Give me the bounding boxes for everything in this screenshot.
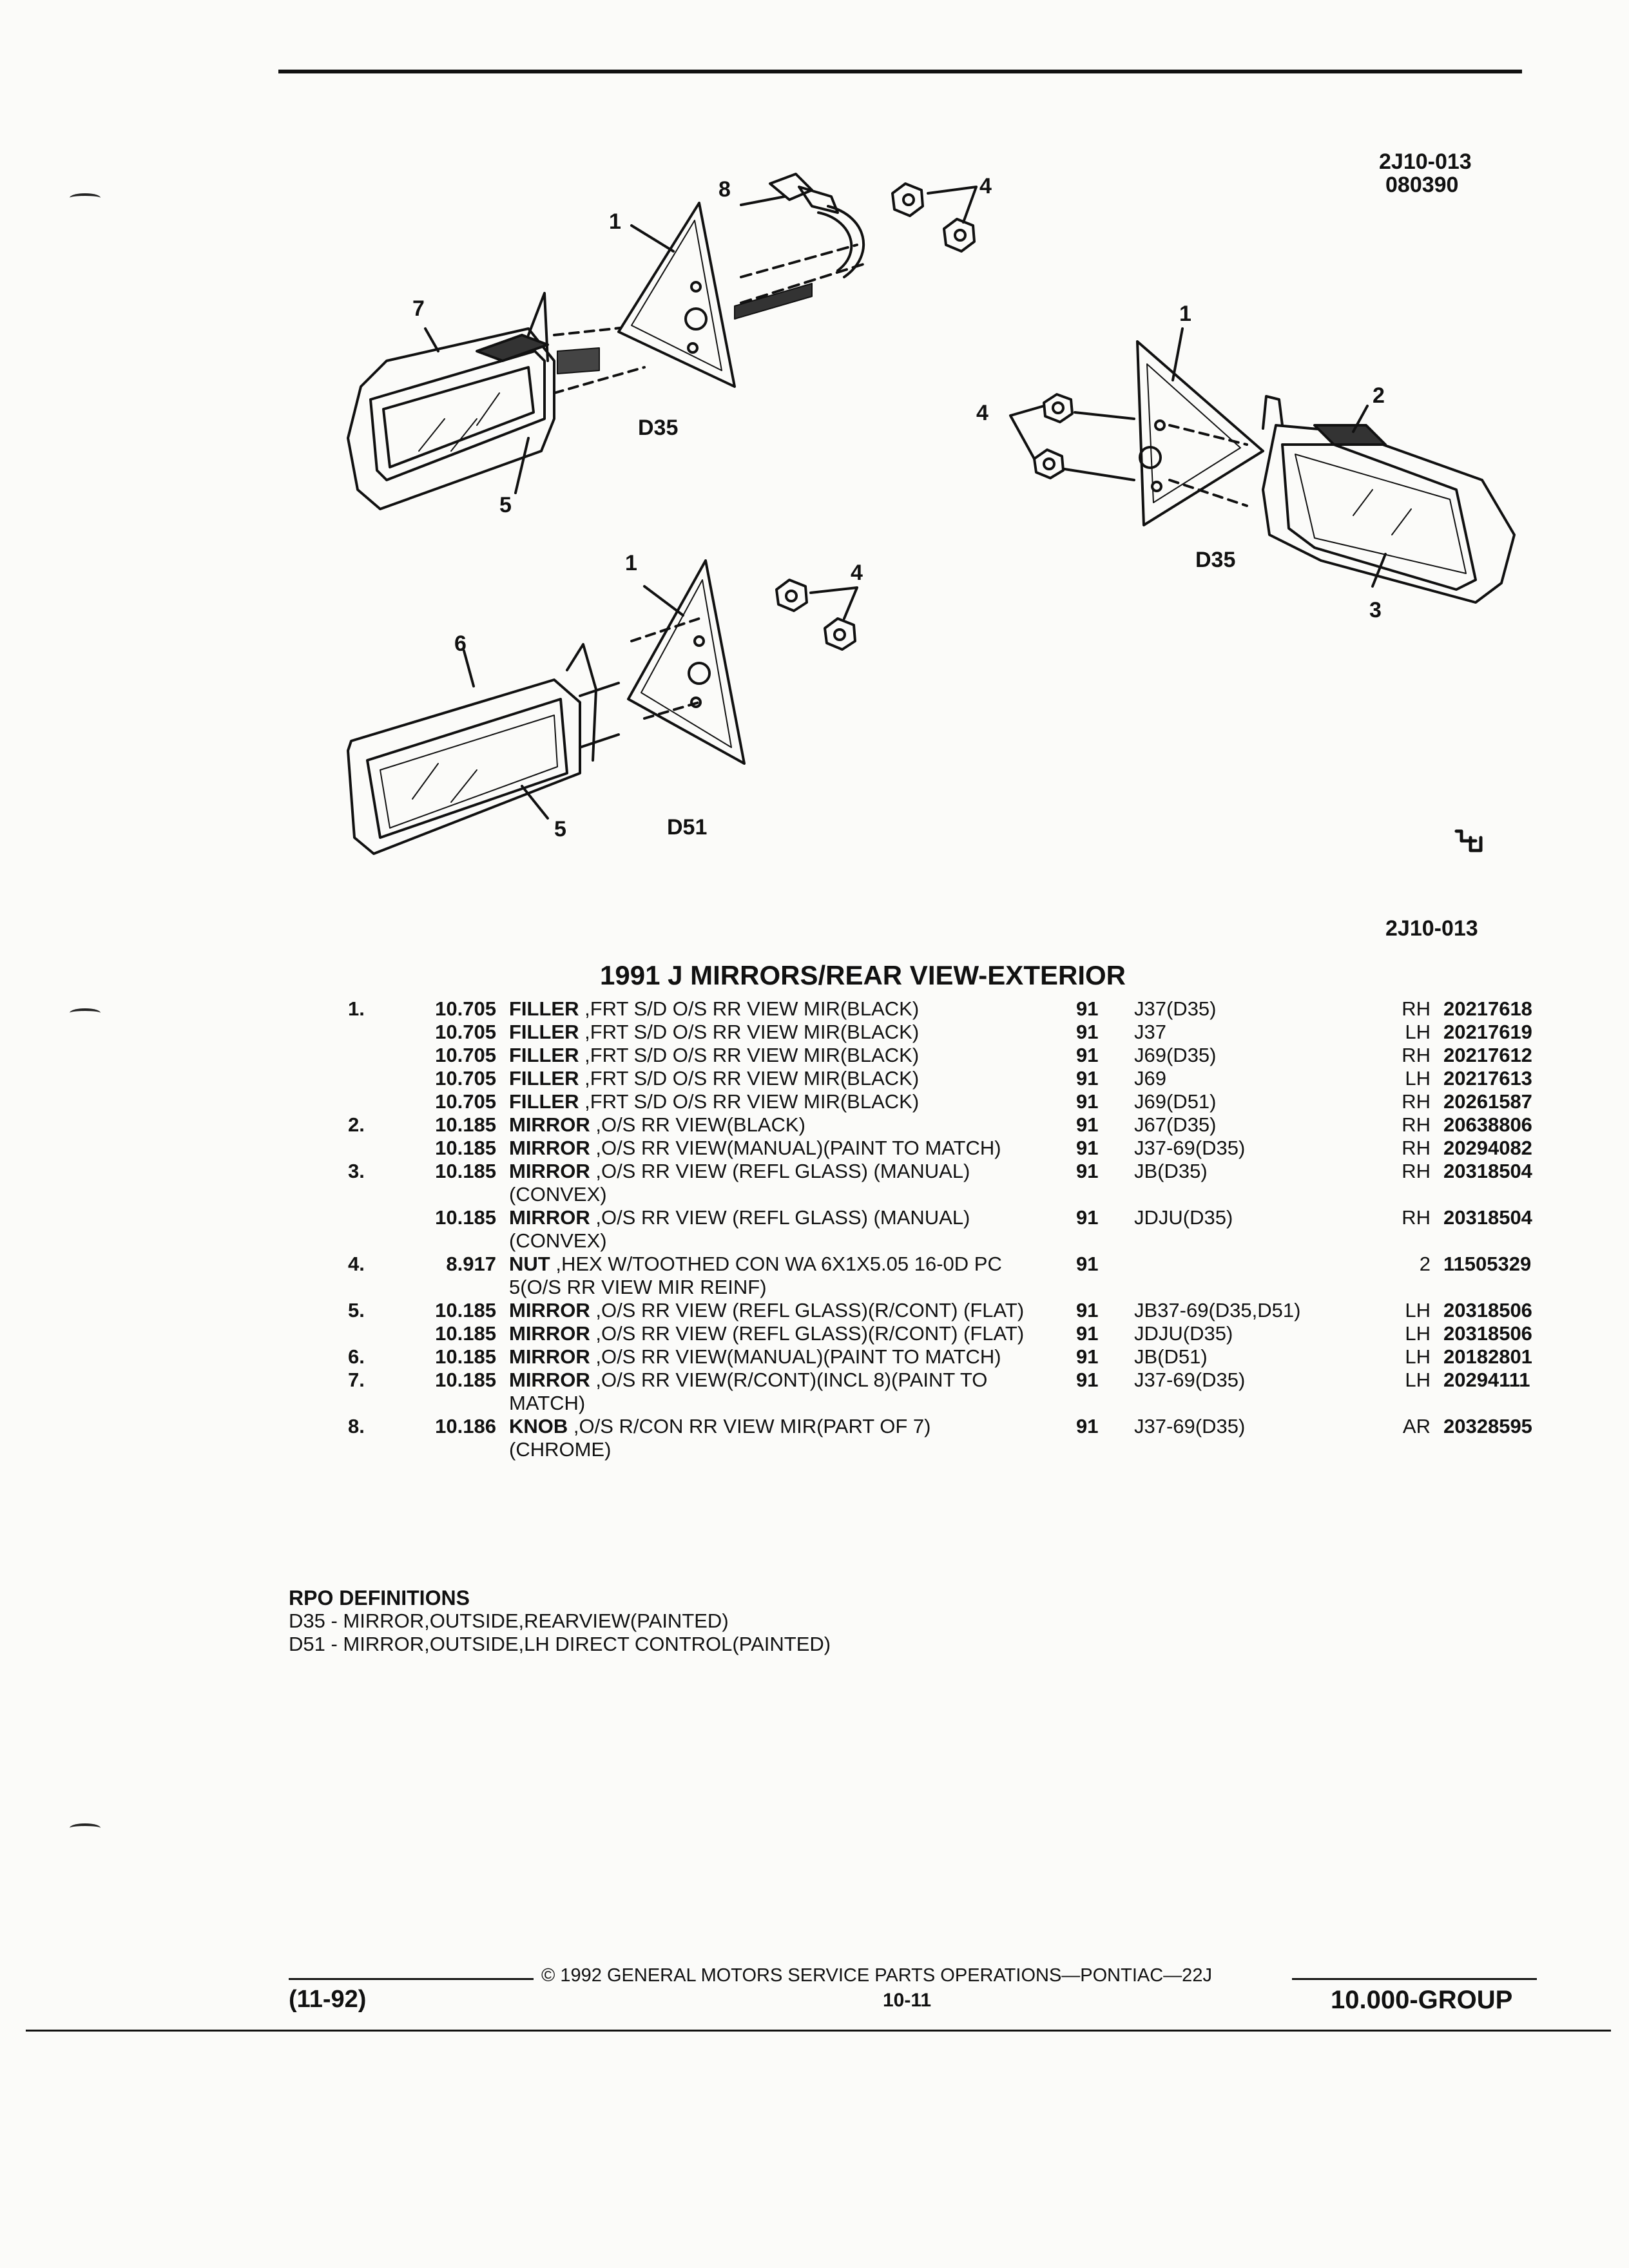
model-code: J67(D35) [1134,1113,1217,1136]
part-detail: ,O/S RR VIEW (REFL GLASS)(R/CONT) (FLAT) [595,1299,1025,1321]
part-detail: ,O/S R/CON RR VIEW MIR(PART OF 7) (CHROME) [509,1415,931,1461]
part-name: MIRROR [509,1369,590,1391]
part-description [509,1299,1037,1322]
part-description [509,1345,1037,1369]
part-number: 20261587 [1443,1090,1532,1113]
item-number: 5. [348,1299,365,1321]
parts-row [296,1090,1553,1113]
part-name: NUT [509,1253,550,1275]
part-detail: ,O/S RR VIEW (REFL GLASS) (MANUAL)(CONVEX) [509,1206,970,1252]
callout-3: 3 [1369,598,1382,622]
part-description [509,1090,1037,1113]
model-code: JB(D51) [1134,1345,1208,1368]
part-number: 20318504 [1443,1206,1532,1229]
mirror-exploded-view [0,0,1629,915]
group-number: 10.705 [435,1044,496,1066]
parts-row [296,1415,1553,1461]
part-name: FILLER [509,1021,579,1043]
part-name: FILLER [509,1044,579,1066]
part-number: 20318504 [1443,1160,1532,1182]
footer-date: (11-92) [289,1986,367,2013]
part-description [509,1021,1037,1044]
group-number: 10.705 [435,1090,496,1113]
part-number: 20217613 [1443,1067,1532,1090]
model-code: JB(D35) [1134,1160,1208,1182]
part-description [509,1206,1037,1253]
group-number: 10.185 [435,1322,496,1345]
model-year: 91 [1076,1021,1099,1043]
part-name: MIRROR [509,1299,590,1321]
model-year: 91 [1076,1322,1099,1345]
group-number: 10.185 [435,1160,496,1182]
part-description [509,1322,1037,1345]
footer-rule-left [289,1978,534,1980]
model-year: 91 [1076,1067,1099,1090]
item-number: 2. [348,1113,365,1136]
model-year: 91 [1076,1090,1099,1113]
part-name: FILLER [509,1067,579,1090]
model-year: 91 [1076,997,1099,1020]
part-description [509,1067,1037,1090]
callout-6: 6 [454,631,467,656]
model-year: 91 [1076,1044,1099,1066]
item-number: 4. [348,1253,365,1275]
group-number: 10.185 [435,1299,496,1321]
model-code: J37-69(D35) [1134,1415,1246,1437]
part-name: MIRROR [509,1322,590,1345]
group-number: 10.185 [435,1369,496,1391]
mirror-assembly-d51 [348,561,857,854]
model-year: 91 [1076,1253,1099,1275]
part-number: 20217618 [1443,997,1532,1020]
part-name: FILLER [509,997,579,1020]
model-year: 91 [1076,1206,1099,1229]
model-year: 91 [1076,1160,1099,1182]
side-qty: AR [1402,1415,1431,1437]
illustration-date-code: 080390 [1385,173,1459,197]
part-detail: ,O/S RR VIEW (REFL GLASS)(R/CONT) (FLAT) [595,1322,1025,1345]
parts-row [296,1322,1553,1345]
margin-mark [70,1008,101,1017]
footer-rule-right [1292,1978,1537,1980]
model-code: J37 [1134,1021,1166,1043]
model-code: JDJU(D35) [1134,1206,1233,1229]
part-detail: ,FRT S/D O/S RR VIEW MIR(BLACK) [584,1090,920,1113]
item-number: 6. [348,1345,365,1368]
side-qty: LH [1405,1369,1431,1391]
side-qty: LH [1405,1067,1431,1090]
callout-4: 4 [976,401,988,425]
rpo-d35: D35 - MIRROR,OUTSIDE,REARVIEW(PAINTED) [289,1610,729,1632]
illustration-code-bottom: 2J10-013 [1385,916,1478,941]
part-number: 20294082 [1443,1137,1532,1159]
part-name: MIRROR [509,1113,590,1136]
model-year: 91 [1076,1345,1099,1368]
part-number: 20294111 [1443,1369,1530,1391]
parts-row [296,1253,1553,1299]
part-number: 20638806 [1443,1113,1532,1136]
part-description [509,1253,1037,1299]
part-name: MIRROR [509,1137,590,1159]
side-qty: RH [1402,1113,1431,1136]
model-code: J69(D51) [1134,1090,1217,1113]
model-code: JDJU(D35) [1134,1322,1233,1345]
parts-row [296,1137,1553,1160]
model-code: J37-69(D35) [1134,1137,1246,1159]
model-year: 91 [1076,1415,1099,1437]
parts-row [296,1113,1553,1137]
group-number: 8.917 [446,1253,496,1275]
parts-row [296,1369,1553,1415]
model-code: JB37-69(D35,D51) [1134,1299,1301,1321]
part-description [509,1137,1037,1160]
parts-row [296,997,1553,1021]
part-detail: ,HEX W/TOOTHED CON WA 6X1X5.05 16-0D PC 5(O/S RR VIEW MIR REINF) [509,1253,1002,1298]
parts-list [296,997,1553,1461]
bottom-rule [26,2030,1611,2032]
model-code: J69(D35) [1134,1044,1217,1066]
side-qty: RH [1402,1137,1431,1159]
part-detail: ,FRT S/D O/S RR VIEW MIR(BLACK) [584,997,920,1020]
group-number: 10.185 [435,1206,496,1229]
parts-row [296,1160,1553,1206]
logo-icon [1456,831,1481,850]
side-qty: RH [1402,1090,1431,1113]
parts-row [296,1067,1553,1090]
model-code: J69 [1134,1067,1166,1090]
rpo-heading: RPO DEFINITIONS [289,1586,470,1610]
label-d35: D35 [1195,548,1236,572]
model-year: 91 [1076,1369,1099,1391]
rpo-d51: D51 - MIRROR,OUTSIDE,LH DIRECT CONTROL(PAINTED) [289,1633,831,1655]
footer-page-number: 10-11 [883,1990,932,2011]
part-detail: ,FRT S/D O/S RR VIEW MIR(BLACK) [584,1067,920,1090]
model-code: J37(D35) [1134,997,1217,1020]
footer-group: 10.000-GROUP [1331,1986,1513,2014]
margin-mark [70,1823,101,1832]
side-qty: LH [1405,1299,1431,1321]
mirror-assembly-d35-rh [1010,329,1514,602]
model-year: 91 [1076,1299,1099,1321]
mirror-assembly-d35-lh [348,174,976,509]
side-qty: LH [1405,1345,1431,1368]
callout-7: 7 [412,296,425,321]
item-number: 8. [348,1415,365,1437]
group-number: 10.705 [435,997,496,1020]
part-number: 11505329 [1443,1253,1532,1275]
group-number: 10.185 [435,1345,496,1368]
side-qty: RH [1402,1206,1431,1229]
part-name: MIRROR [509,1206,590,1229]
part-description [509,1044,1037,1067]
item-number: 7. [348,1369,365,1391]
part-detail: ,O/S RR VIEW(MANUAL)(PAINT TO MATCH) [595,1345,1001,1368]
part-detail: ,O/S RR VIEW(BLACK) [595,1113,805,1136]
callout-1: 1 [609,209,621,234]
side-qty: LH [1405,1021,1431,1043]
callout-4: 4 [979,174,992,198]
part-name: KNOB [509,1415,568,1437]
group-number: 10.186 [435,1415,496,1437]
part-number: 20318506 [1443,1322,1532,1345]
part-description [509,1415,1037,1461]
callout-4: 4 [851,561,863,585]
label-d35: D35 [638,416,679,440]
part-name: MIRROR [509,1345,590,1368]
model-year: 91 [1076,1137,1099,1159]
side-qty: 2 [1419,1253,1431,1275]
part-description [509,1369,1037,1415]
part-number: 20318506 [1443,1299,1532,1321]
callout-5: 5 [499,493,512,517]
part-detail: ,O/S RR VIEW(MANUAL)(PAINT TO MATCH) [595,1137,1001,1159]
callout-5: 5 [554,817,566,841]
group-number: 10.705 [435,1067,496,1090]
section-title: 1991 J MIRRORS/REAR VIEW-EXTERIOR [600,960,1126,990]
part-number: 20328595 [1443,1415,1532,1437]
callout-8: 8 [718,177,731,202]
side-qty: LH [1405,1322,1431,1345]
model-year: 91 [1076,1113,1099,1136]
parts-row [296,1021,1553,1044]
part-name: MIRROR [509,1160,590,1182]
parts-row [296,1345,1553,1369]
group-number: 10.185 [435,1113,496,1136]
part-number: 20217612 [1443,1044,1532,1066]
part-name: FILLER [509,1090,579,1113]
part-detail: ,O/S RR VIEW(R/CONT)(INCL 8)(PAINT TO MATCH) [509,1369,988,1414]
label-d51: D51 [667,815,708,840]
parts-row [296,1044,1553,1067]
callout-1: 1 [625,551,637,575]
item-number: 3. [348,1160,365,1182]
group-number: 10.185 [435,1137,496,1159]
part-detail: ,O/S RR VIEW (REFL GLASS) (MANUAL)(CONVEX) [509,1160,970,1206]
footer-copyright: © 1992 GENERAL MOTORS SERVICE PARTS OPERATIONS—PONTIAC—22J [541,1965,1212,1986]
side-qty: RH [1402,1160,1431,1182]
part-description [509,997,1037,1021]
side-qty: RH [1402,1044,1431,1066]
parts-row [296,1206,1553,1253]
part-number: 20217619 [1443,1021,1532,1043]
side-qty: RH [1402,997,1431,1020]
part-description [509,1113,1037,1137]
part-number: 20182801 [1443,1345,1532,1368]
item-number: 1. [348,997,365,1020]
callout-2: 2 [1373,383,1385,408]
parts-row [296,1299,1553,1322]
part-detail: ,FRT S/D O/S RR VIEW MIR(BLACK) [584,1021,920,1043]
illustration-code: 2J10-013 [1379,149,1472,174]
part-detail: ,FRT S/D O/S RR VIEW MIR(BLACK) [584,1044,920,1066]
part-description [509,1160,1037,1206]
group-number: 10.705 [435,1021,496,1043]
model-code: J37-69(D35) [1134,1369,1246,1391]
callout-1: 1 [1179,302,1191,326]
